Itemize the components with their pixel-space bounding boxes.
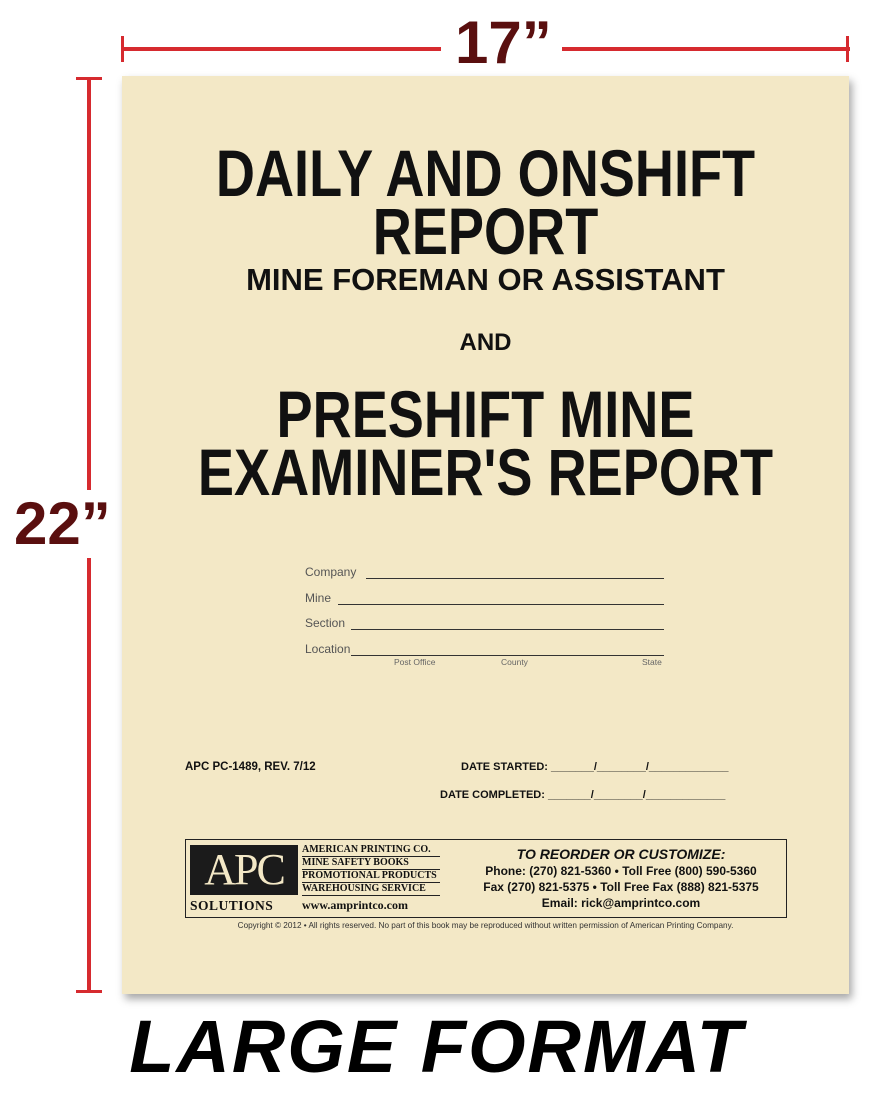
copyright-notice: Copyright © 2012 • All rights reserved. No part of this book may be reproduced without written permission of American Printing Company. (237, 921, 734, 930)
form-number: APC PC-1489, REV. 7/12 (185, 761, 316, 773)
mine-line (338, 604, 664, 605)
website: www.amprintco.com (302, 898, 408, 912)
width-marker-left-line (121, 47, 441, 51)
publisher-info-box (185, 839, 787, 918)
location-label: Location (305, 642, 351, 656)
section-line (351, 629, 664, 630)
rule (302, 895, 440, 896)
company-name: AMERICAN PRINTING CO. (302, 844, 431, 855)
report-book-cover (122, 76, 849, 994)
service-line: WAREHOUSING SERVICE (302, 883, 426, 894)
mine-label: Mine (305, 591, 332, 605)
large-format-label: LARGE FORMAT (129, 1005, 744, 1088)
height-marker-top-line (87, 77, 91, 490)
county-label: County (501, 657, 528, 667)
solutions-label: SOLUTIONS (190, 898, 274, 913)
date-completed: DATE COMPLETED: _______/________/_____________ (440, 789, 726, 801)
width-marker-right-line (562, 47, 850, 51)
service-line: MINE SAFETY BOOKS (302, 857, 409, 868)
reorder-title: TO REORDER OR CUSTOMIZE: (516, 846, 726, 862)
company-line (366, 578, 664, 579)
height-marker-bottom-cap (76, 990, 102, 993)
service-line: PROMOTIONAL PRODUCTS (302, 870, 437, 881)
state-label: State (642, 657, 662, 667)
title-line-1: DAILY AND ONSHIFT (215, 136, 756, 210)
height-marker-bottom-line (87, 558, 91, 992)
width-marker-right-cap (846, 36, 849, 62)
location-line (351, 655, 664, 656)
title-line-2: REPORT (372, 194, 599, 268)
conjunction: AND (459, 329, 512, 356)
subtitle: MINE FOREMAN OR ASSISTANT (246, 262, 725, 297)
width-label: 17” (455, 9, 552, 76)
company-label: Company (305, 565, 357, 579)
post-office-label: Post Office (394, 657, 436, 667)
title2-line-2: EXAMINER'S REPORT (197, 435, 774, 509)
reorder-fax: Fax (270) 821-5375 • Toll Free Fax (888) 821-5375 (483, 880, 759, 894)
height-label: 22” (14, 490, 111, 557)
apc-logo: APC (190, 845, 298, 895)
date-started: DATE STARTED: _______/________/_____________ (461, 761, 729, 773)
section-label: Section (305, 616, 346, 630)
title2-line-1: PRESHIFT MINE (276, 377, 695, 451)
reorder-email: Email: rick@amprintco.com (541, 896, 701, 910)
reorder-phone: Phone: (270) 821-5360 • Toll Free (800) 590-5360 (485, 864, 757, 878)
